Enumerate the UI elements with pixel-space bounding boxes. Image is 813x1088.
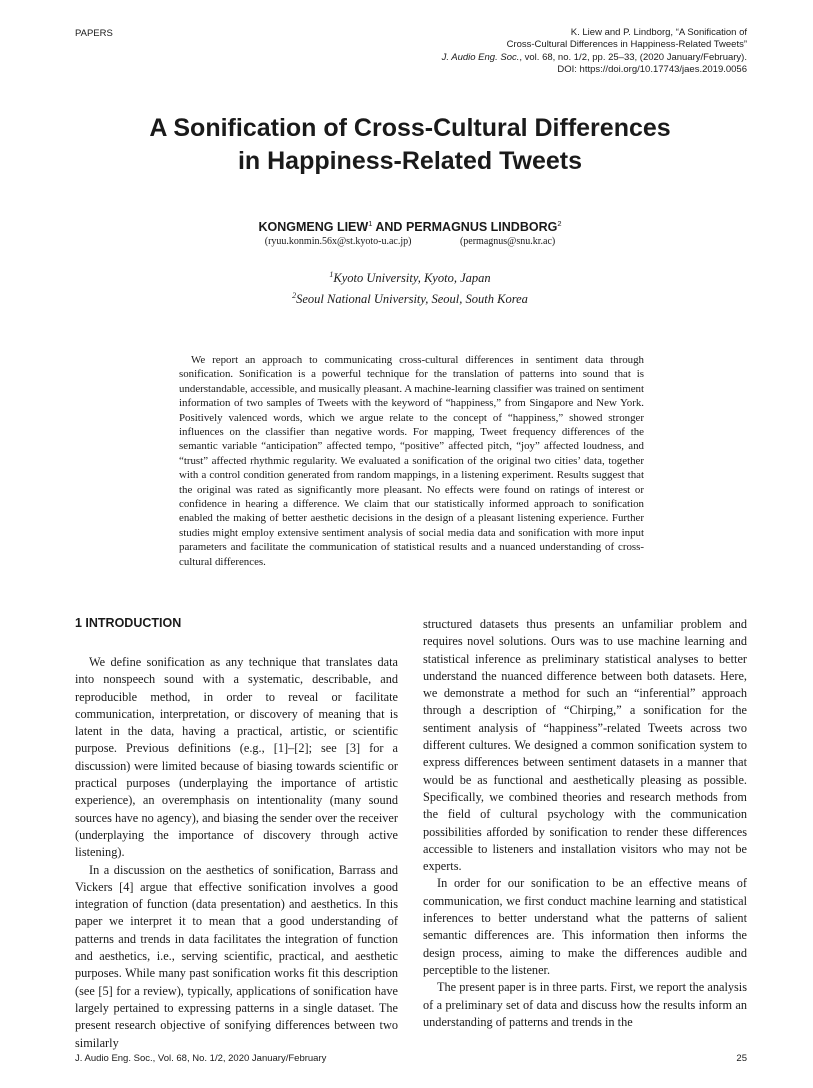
- citation-block: [327, 27, 747, 77]
- affil-2-mark: 2: [292, 291, 297, 301]
- author-1-affil-mark: 1: [368, 219, 373, 228]
- author-2-affil-mark: 2: [557, 219, 562, 228]
- author-emails: [60, 236, 760, 247]
- abstract: [179, 353, 644, 569]
- body-paragraph: In a discussion on the aesthetics of sonification, Barrass and Vickers [4] argue that effective sonification involves a good integration of function (data presentation) and aesthetics. In this paper we interpret it to mean that a good understanding of patterns and trends in data facilitates the integration of function and aesthetics, i.e., serving scientific, practical, and aesthetic purposes. While many past sonification works fit this description (see [5] for a review), typically, applications of sonification have largely pertained to expressing patterns in a single dataset. The present research objective of sonifying differences between two similarly: [75, 862, 398, 1050]
- body-column-right: [423, 616, 747, 1031]
- email-1[interactable]: (ryuu.konmin.56x@st.kyoto-u.ac.jp): [264, 236, 412, 247]
- author-list: [60, 219, 760, 234]
- body-column-left: [75, 616, 398, 1052]
- author-1: KONGMENG LIEW: [258, 220, 369, 235]
- author-2: PERMAGNUS LINDBORG: [405, 220, 558, 235]
- body-paragraph: The present paper is in three parts. First, we report the analysis of a preliminary set of data and discuss how the results inform an understanding of patterns and trends in the: [423, 980, 747, 1029]
- affil-1-text: Kyoto University, Kyoto, Japan: [333, 271, 491, 286]
- affil-1-mark: 1: [329, 270, 334, 279]
- affiliations: [60, 266, 760, 308]
- citation-line-2: Cross-Cultural Differences in Happiness-Related Tweets”: [506, 39, 747, 51]
- paper-title: [60, 112, 760, 178]
- abstract-text: We report an approach to communicating cross-cultural differences in sentiment data through sonification. Sonification is a powerful technique for the translation of patterns into sound that is understandable, accessible, and musically pleasant. A machine-learning classifier was trained on sentiment information of two samples of Tweets with the keyword of “happiness,” from Singapore and New York. Positively valenced words, which we argue relate to the concept of “happiness,” showed stronger influences on the classifier than negative words. For mapping, Tweet frequency differences of the semantic variable “anticipation” affected tempo, “positive” affected pitch, “joy” affected loudness, and “trust” affected rhythmic regularity. We evaluated a sonification of the original two cities’ data, together with a control condition generated from random mappings, in a listening experiment. Results suggest that the original was rated as significantly more pleasant. No effects were found on ratings of interest or confidence in hearing a difference. We claim that our statistically informed approach to sonification enabled the making of better aesthetic decisions in the design of a pleasant listening experience. Further studies might employ extensive sentiment analysis of social media data and sonification with more input parameters and facilitate the communication of statistical results and a nuanced understanding of cross-cultural differences.: [179, 354, 644, 568]
- section-heading-introduction: 1 INTRODUCTION: [75, 616, 182, 630]
- title-line-1: A Sonification of Cross-Cultural Differences: [149, 114, 671, 142]
- citation-line-3: [327, 52, 747, 64]
- doi-link[interactable]: DOI: https://doi.org/10.17743/jaes.2019.0056: [557, 64, 747, 76]
- affiliation-1: [60, 266, 760, 287]
- author-conjunction: AND: [372, 220, 406, 235]
- body-paragraph: We define sonification as any technique that translates data into nonspeech sound with a systematic, describable, and reproducible method, in order to reveal or facilitate communication, interpretation, or discovery of meaning that is latent in the data, having a practical, artistic, or scientific purpose. Previous definitions (e.g., [1]–[2]; see [3] for a discussion) were limited because of biasing towards scientific or practical purposes (underplaying the importance of artistic experience), an overemphasis on intentionality (many sound sources have no agency), and biasing the sender over the receiver (underplaying the importance of discovery through active listening).: [75, 655, 398, 860]
- body-paragraph: In order for our sonification to be an effective means of communication, we first conduct machine learning and statistical inferences to better understand what the patterns of salient semantic differences are. This information then informs the design process, aiming to make the differences audible and perceptible to the listener.: [423, 876, 747, 977]
- page-number: 25: [736, 1053, 747, 1064]
- footer-journal: J. Audio Eng. Soc., Vol. 68, No. 1/2, 2020 January/February: [75, 1053, 327, 1064]
- email-2[interactable]: (permagnus@snu.kr.ac): [459, 236, 556, 247]
- affiliation-2: [60, 287, 760, 308]
- citation-details: , vol. 68, no. 1/2, pp. 25–33, (2020 January/February).: [519, 51, 747, 63]
- citation-line-1: K. Liew and P. Lindborg, “A Sonification of: [570, 27, 747, 38]
- citation-journal: J. Audio Eng. Soc.: [441, 51, 520, 63]
- title-line-2: in Happiness-Related Tweets: [237, 147, 583, 175]
- affil-2-text: Seoul National University, Seoul, South Korea: [296, 292, 528, 307]
- section-label: PAPERS: [75, 28, 113, 39]
- body-paragraph: structured datasets thus presents an unfamiliar problem and requires novel solutions. Ours was to use machine learning and statistical inference as preliminary statistical analyses to better understand the nuanced difference between both datasets. Here, we demonstrate a method for such an “inferential” approach through a description of “Chirping,” a sonification for the sentiment analysis of “happiness”-related Tweets across two different cultures. We designed a common sonification system to express differences between sentiment datasets in a manner that would be as functional and aesthetically pleasing as possible. Specifically, we combined theories and research methods from the field of cultural psychology with the communication possibilities afforded by sonification to render these differences accessible to listeners and installation visitors who may not be experts.: [423, 617, 747, 874]
